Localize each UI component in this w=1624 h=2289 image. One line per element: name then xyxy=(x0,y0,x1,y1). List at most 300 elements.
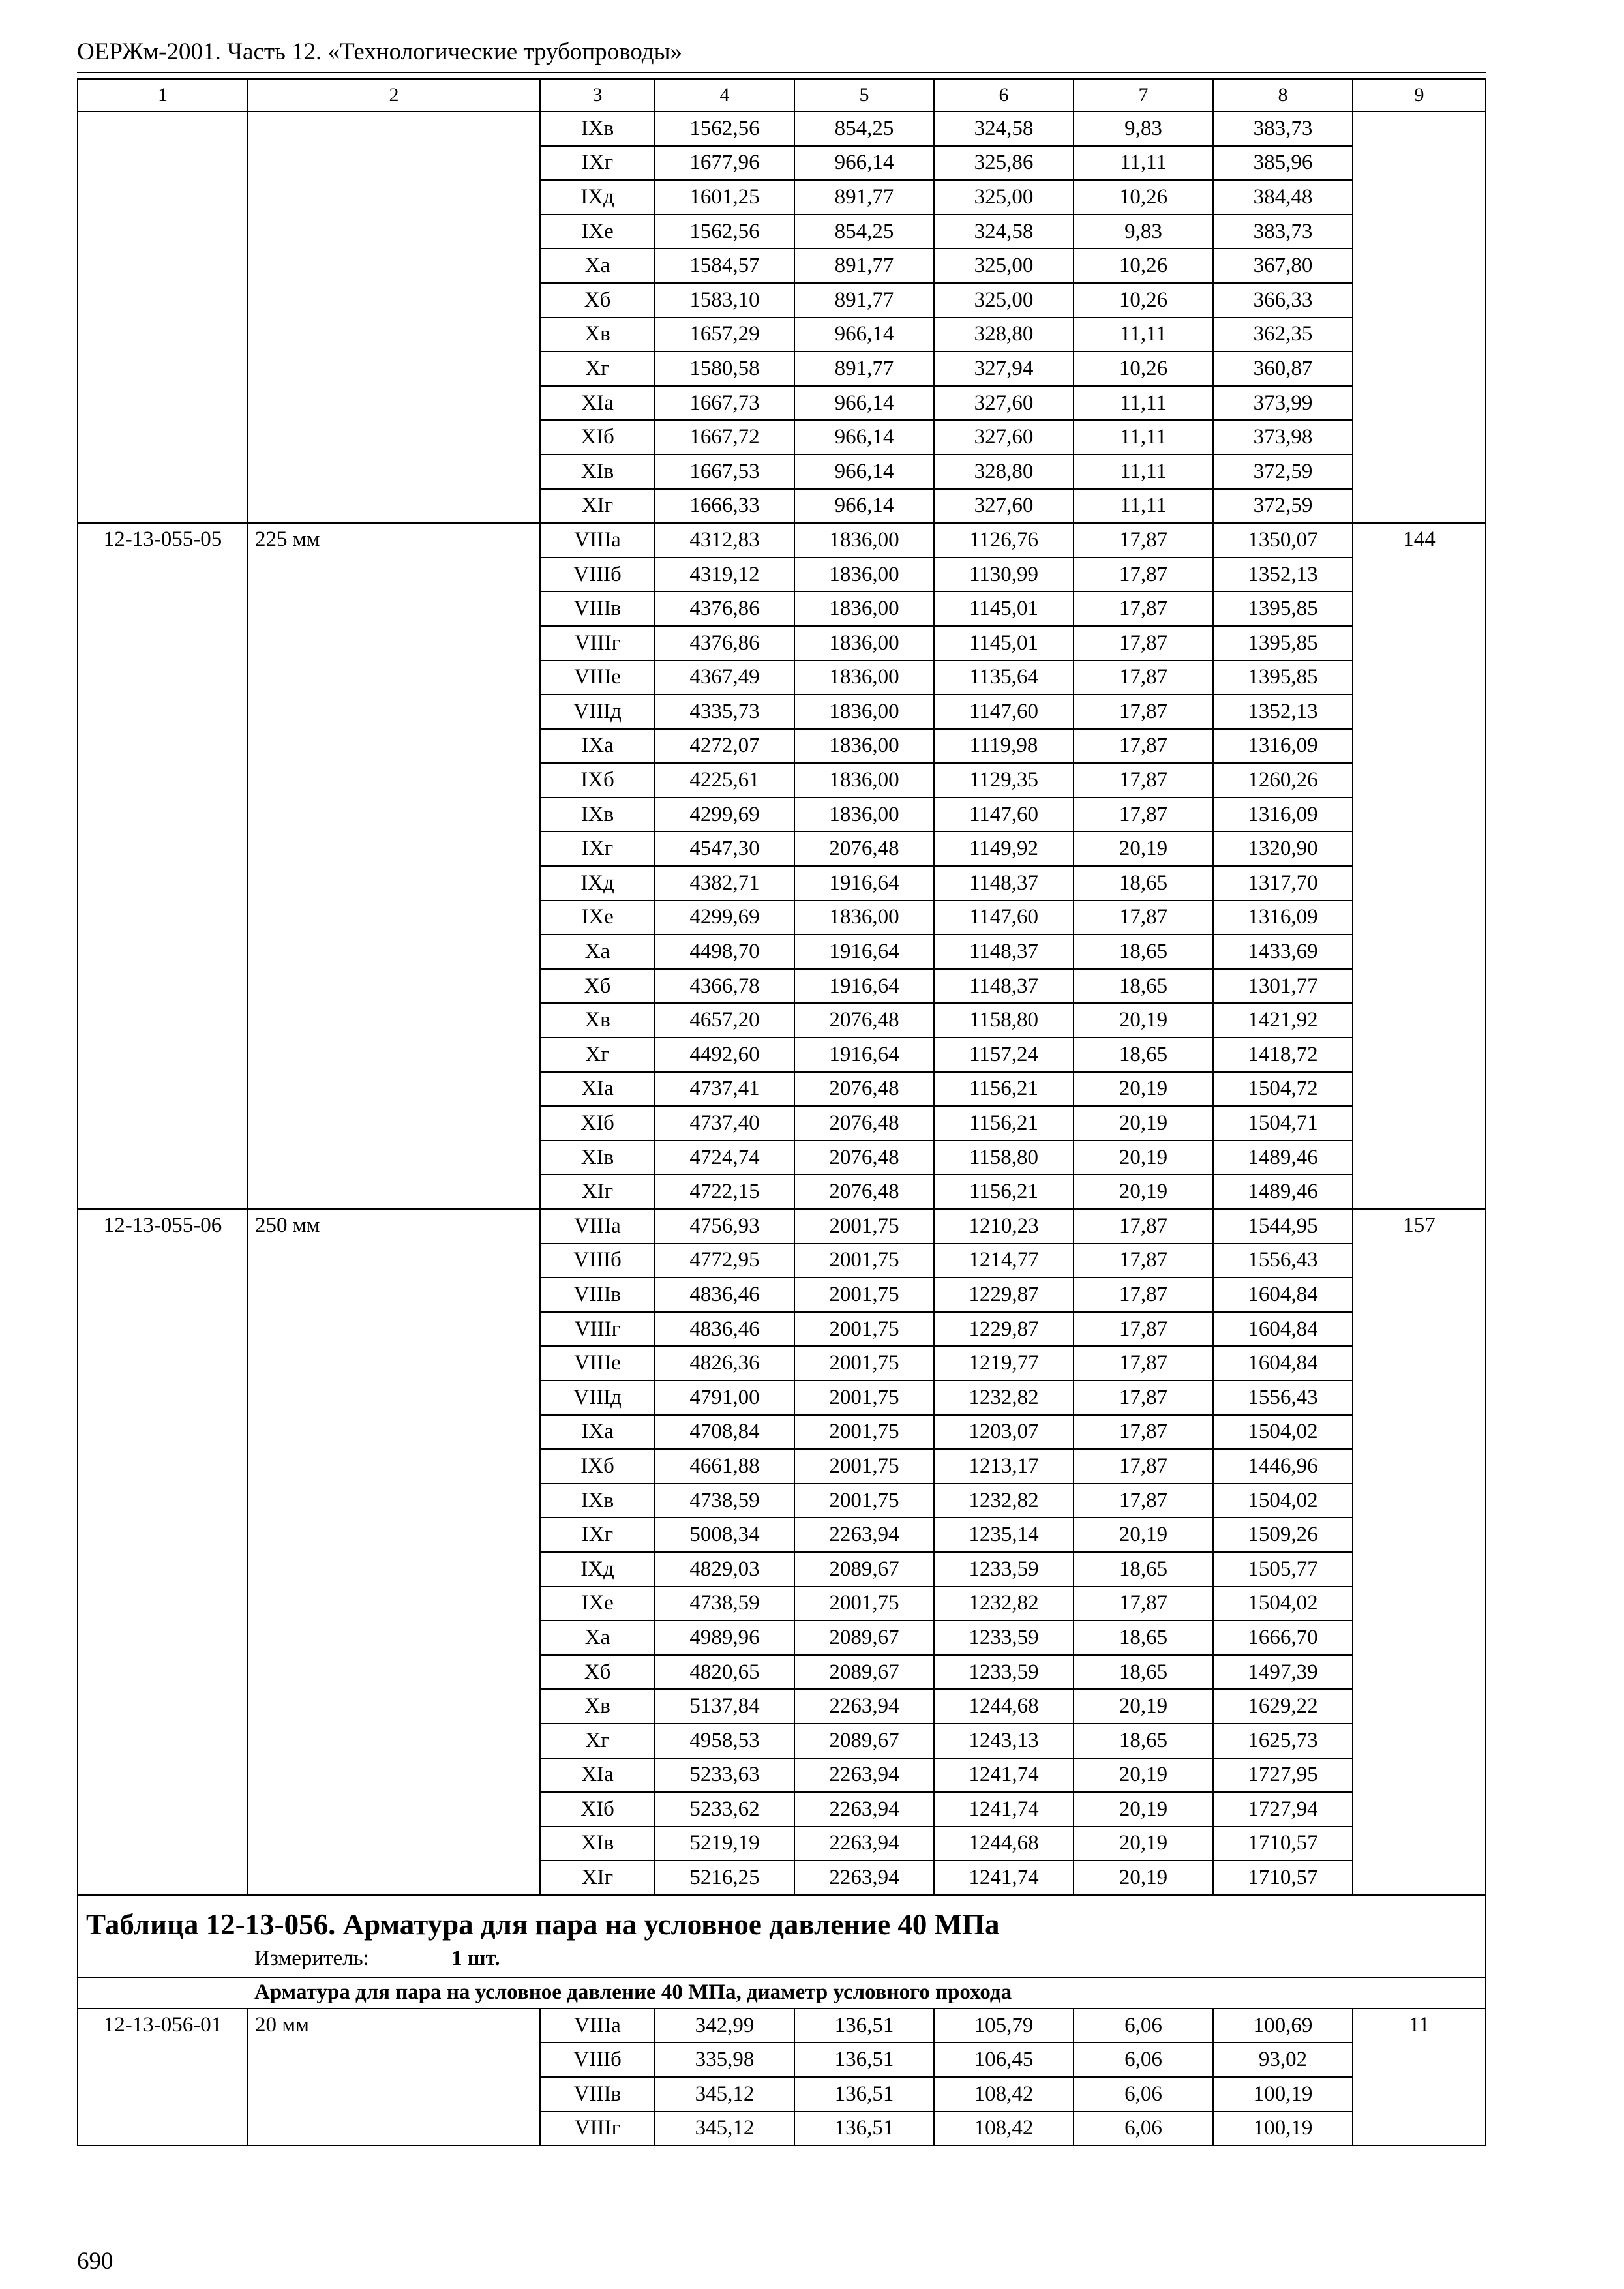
materials-cost-cell: 1604,84 xyxy=(1213,1312,1353,1347)
labor-cost-cell: 2001,75 xyxy=(794,1278,934,1312)
total-cost-cell: 1657,29 xyxy=(655,318,794,352)
materials-cost-cell: 1727,94 xyxy=(1213,1792,1353,1827)
resource-class-cell: XIб xyxy=(540,1106,655,1141)
machine-cost-cell: 1229,87 xyxy=(934,1312,1074,1347)
driver-wages-cell: 17,87 xyxy=(1074,1209,1213,1244)
machine-cost-cell: 1203,07 xyxy=(934,1415,1074,1450)
materials-cost-cell: 1505,77 xyxy=(1213,1552,1353,1587)
materials-cost-cell: 93,02 xyxy=(1213,2042,1353,2077)
total-cost-cell: 4836,46 xyxy=(655,1312,794,1347)
machine-cost-cell: 1157,24 xyxy=(934,1038,1074,1072)
column-9-cell xyxy=(1353,112,1486,523)
total-cost-cell: 1580,58 xyxy=(655,352,794,386)
total-cost-cell: 4376,86 xyxy=(655,591,794,626)
resource-class-cell: Xб xyxy=(540,969,655,1004)
materials-cost-cell: 1710,57 xyxy=(1213,1861,1353,1895)
column-9-cell: 157 xyxy=(1353,1209,1486,1895)
labor-cost-cell: 2001,75 xyxy=(794,1484,934,1518)
materials-cost-cell: 1316,09 xyxy=(1213,729,1353,764)
materials-cost-cell: 100,19 xyxy=(1213,2112,1353,2146)
page-number: 690 xyxy=(77,2248,113,2275)
item-code-cell xyxy=(78,112,248,523)
table-subheading: Арматура для пара на условное давление 40 МПа, диаметр условного прохода xyxy=(78,1977,1486,2009)
total-cost-cell: 4737,40 xyxy=(655,1106,794,1141)
resource-class-cell: IXб xyxy=(540,1449,655,1484)
machine-cost-cell: 325,00 xyxy=(934,248,1074,283)
machine-cost-cell: 1149,92 xyxy=(934,831,1074,866)
materials-cost-cell: 383,73 xyxy=(1213,112,1353,146)
materials-cost-cell: 1352,13 xyxy=(1213,558,1353,592)
resource-class-cell: Xа xyxy=(540,248,655,283)
labor-cost-cell: 2076,48 xyxy=(794,1072,934,1107)
resource-class-cell: IXд xyxy=(540,180,655,215)
total-cost-cell: 4738,59 xyxy=(655,1587,794,1621)
total-cost-cell: 4772,95 xyxy=(655,1244,794,1278)
driver-wages-cell: 17,87 xyxy=(1074,1587,1213,1621)
materials-cost-cell: 372,59 xyxy=(1213,489,1353,524)
labor-cost-cell: 966,14 xyxy=(794,146,934,181)
resource-class-cell: Xг xyxy=(540,352,655,386)
resource-class-cell: VIIIг xyxy=(540,626,655,661)
labor-cost-cell: 891,77 xyxy=(794,248,934,283)
resource-class-cell: VIIIб xyxy=(540,2042,655,2077)
driver-wages-cell: 9,83 xyxy=(1074,215,1213,249)
labor-cost-cell: 2263,94 xyxy=(794,1792,934,1827)
labor-cost-cell: 2263,94 xyxy=(794,1827,934,1861)
resource-class-cell: XIа xyxy=(540,1072,655,1107)
driver-wages-cell: 11,11 xyxy=(1074,489,1213,524)
materials-cost-cell: 360,87 xyxy=(1213,352,1353,386)
materials-cost-cell: 1504,71 xyxy=(1213,1106,1353,1141)
labor-cost-cell: 2089,67 xyxy=(794,1621,934,1655)
machine-cost-cell: 1241,74 xyxy=(934,1861,1074,1895)
labor-cost-cell: 1836,00 xyxy=(794,901,934,935)
driver-wages-cell: 17,87 xyxy=(1074,1278,1213,1312)
resource-class-cell: Xа xyxy=(540,1621,655,1655)
machine-cost-cell: 1119,98 xyxy=(934,729,1074,764)
column-number-cell: 4 xyxy=(655,79,794,112)
driver-wages-cell: 20,19 xyxy=(1074,1518,1213,1552)
machine-cost-cell: 108,42 xyxy=(934,2112,1074,2146)
total-cost-cell: 5219,19 xyxy=(655,1827,794,1861)
labor-cost-cell: 966,14 xyxy=(794,420,934,455)
materials-cost-cell: 1710,57 xyxy=(1213,1827,1353,1861)
column-number-cell: 1 xyxy=(78,79,248,112)
total-cost-cell: 1667,72 xyxy=(655,420,794,455)
resource-class-cell: XIб xyxy=(540,420,655,455)
machine-cost-cell: 327,60 xyxy=(934,420,1074,455)
materials-cost-cell: 366,33 xyxy=(1213,283,1353,318)
labor-cost-cell: 966,14 xyxy=(794,318,934,352)
machine-cost-cell: 1147,60 xyxy=(934,901,1074,935)
machine-cost-cell: 1235,14 xyxy=(934,1518,1074,1552)
materials-cost-cell: 373,99 xyxy=(1213,386,1353,421)
total-cost-cell: 335,98 xyxy=(655,2042,794,2077)
total-cost-cell: 4367,49 xyxy=(655,661,794,695)
labor-cost-cell: 2089,67 xyxy=(794,1552,934,1587)
materials-cost-cell: 1489,46 xyxy=(1213,1174,1353,1209)
machine-cost-cell: 1145,01 xyxy=(934,626,1074,661)
driver-wages-cell: 18,65 xyxy=(1074,969,1213,1004)
resource-class-cell: XIв xyxy=(540,455,655,489)
driver-wages-cell: 6,06 xyxy=(1074,2112,1213,2146)
labor-cost-cell: 2076,48 xyxy=(794,1106,934,1141)
item-diameter-cell: 20 мм xyxy=(248,2009,540,2146)
labor-cost-cell: 2089,67 xyxy=(794,1655,934,1690)
total-cost-cell: 1667,73 xyxy=(655,386,794,421)
total-cost-cell: 1667,53 xyxy=(655,455,794,489)
resource-class-cell: IXв xyxy=(540,112,655,146)
labor-cost-cell: 966,14 xyxy=(794,489,934,524)
driver-wages-cell: 17,87 xyxy=(1074,901,1213,935)
total-cost-cell: 4756,93 xyxy=(655,1209,794,1244)
total-cost-cell: 342,99 xyxy=(655,2009,794,2043)
total-cost-cell: 4738,59 xyxy=(655,1484,794,1518)
measure-line xyxy=(78,1940,1485,1977)
machine-cost-cell: 1241,74 xyxy=(934,1758,1074,1793)
total-cost-cell: 4312,83 xyxy=(655,523,794,558)
driver-wages-cell: 17,87 xyxy=(1074,1312,1213,1347)
total-cost-cell: 4661,88 xyxy=(655,1449,794,1484)
resource-class-cell: Xв xyxy=(540,1689,655,1724)
total-cost-cell: 4272,07 xyxy=(655,729,794,764)
driver-wages-cell: 20,19 xyxy=(1074,1174,1213,1209)
resource-class-cell: VIIIд xyxy=(540,1381,655,1415)
labor-cost-cell: 1916,64 xyxy=(794,1038,934,1072)
materials-cost-cell: 384,48 xyxy=(1213,180,1353,215)
resource-class-cell: VIIIе xyxy=(540,1346,655,1381)
column-number-row xyxy=(78,79,1486,112)
page-header-title: ОЕРЖм-2001. Часть 12. «Технологические трубопроводы» xyxy=(77,38,682,65)
materials-cost-cell: 1317,70 xyxy=(1213,866,1353,901)
labor-cost-cell: 2076,48 xyxy=(794,1141,934,1175)
machine-cost-cell: 1244,68 xyxy=(934,1827,1074,1861)
total-cost-cell: 4366,78 xyxy=(655,969,794,1004)
total-cost-cell: 4836,46 xyxy=(655,1278,794,1312)
driver-wages-cell: 17,87 xyxy=(1074,1449,1213,1484)
materials-cost-cell: 385,96 xyxy=(1213,146,1353,181)
total-cost-cell: 4319,12 xyxy=(655,558,794,592)
materials-cost-cell: 1727,95 xyxy=(1213,1758,1353,1793)
total-cost-cell: 1583,10 xyxy=(655,283,794,318)
total-cost-cell: 1562,56 xyxy=(655,112,794,146)
resource-class-cell: IXе xyxy=(540,215,655,249)
materials-cost-cell: 1504,02 xyxy=(1213,1484,1353,1518)
driver-wages-cell: 18,65 xyxy=(1074,1621,1213,1655)
machine-cost-cell: 1158,80 xyxy=(934,1003,1074,1038)
machine-cost-cell: 1232,82 xyxy=(934,1381,1074,1415)
labor-cost-cell: 2263,94 xyxy=(794,1861,934,1895)
item-code-cell: 12-13-056-01 xyxy=(78,2009,248,2146)
materials-cost-cell: 1395,85 xyxy=(1213,626,1353,661)
labor-cost-cell: 2076,48 xyxy=(794,1003,934,1038)
machine-cost-cell: 325,00 xyxy=(934,283,1074,318)
labor-cost-cell: 2001,75 xyxy=(794,1415,934,1450)
resource-class-cell: IXд xyxy=(540,866,655,901)
machine-cost-cell: 1214,77 xyxy=(934,1244,1074,1278)
resource-class-cell: XIг xyxy=(540,1174,655,1209)
materials-cost-cell: 1509,26 xyxy=(1213,1518,1353,1552)
machine-cost-cell: 1210,23 xyxy=(934,1209,1074,1244)
labor-cost-cell: 1836,00 xyxy=(794,695,934,729)
machine-cost-cell: 1232,82 xyxy=(934,1587,1074,1621)
labor-cost-cell: 891,77 xyxy=(794,352,934,386)
driver-wages-cell: 20,19 xyxy=(1074,1861,1213,1895)
measure-value: 1 шт. xyxy=(451,1946,500,1970)
total-cost-cell: 4724,74 xyxy=(655,1141,794,1175)
driver-wages-cell: 10,26 xyxy=(1074,180,1213,215)
machine-cost-cell: 1156,21 xyxy=(934,1174,1074,1209)
machine-cost-cell: 1156,21 xyxy=(934,1072,1074,1107)
machine-cost-cell: 327,94 xyxy=(934,352,1074,386)
resource-class-cell: IXг xyxy=(540,146,655,181)
driver-wages-cell: 10,26 xyxy=(1074,283,1213,318)
resource-class-cell: VIIIв xyxy=(540,591,655,626)
total-cost-cell: 4498,70 xyxy=(655,935,794,969)
labor-cost-cell: 2263,94 xyxy=(794,1518,934,1552)
machine-cost-cell: 1148,37 xyxy=(934,866,1074,901)
driver-wages-cell: 17,87 xyxy=(1074,558,1213,592)
materials-cost-cell: 1504,02 xyxy=(1213,1415,1353,1450)
column-number-cell: 7 xyxy=(1074,79,1213,112)
materials-cost-cell: 1666,70 xyxy=(1213,1621,1353,1655)
driver-wages-cell: 20,19 xyxy=(1074,1072,1213,1107)
driver-wages-cell: 17,87 xyxy=(1074,661,1213,695)
driver-wages-cell: 17,87 xyxy=(1074,695,1213,729)
driver-wages-cell: 20,19 xyxy=(1074,1827,1213,1861)
table-title: Таблица 12-13-056. Арматура для пара на условное давление 40 МПа xyxy=(86,1908,1000,1941)
machine-cost-cell: 1233,59 xyxy=(934,1552,1074,1587)
total-cost-cell: 5216,25 xyxy=(655,1861,794,1895)
labor-cost-cell: 2001,75 xyxy=(794,1381,934,1415)
resource-class-cell: IXа xyxy=(540,1415,655,1450)
driver-wages-cell: 17,87 xyxy=(1074,1484,1213,1518)
driver-wages-cell: 17,87 xyxy=(1074,1346,1213,1381)
machine-cost-cell: 328,80 xyxy=(934,455,1074,489)
total-cost-cell: 4547,30 xyxy=(655,831,794,866)
total-cost-cell: 4299,69 xyxy=(655,798,794,832)
resource-class-cell: VIIIв xyxy=(540,2077,655,2112)
resource-class-cell: Xв xyxy=(540,1003,655,1038)
machine-cost-cell: 1156,21 xyxy=(934,1106,1074,1141)
materials-cost-cell: 1421,92 xyxy=(1213,1003,1353,1038)
labor-cost-cell: 1916,64 xyxy=(794,969,934,1004)
labor-cost-cell: 2001,75 xyxy=(794,1244,934,1278)
item-code-cell: 12-13-055-05 xyxy=(78,523,248,1209)
resource-class-cell: VIIIе xyxy=(540,661,655,695)
driver-wages-cell: 11,11 xyxy=(1074,318,1213,352)
labor-cost-cell: 854,25 xyxy=(794,112,934,146)
driver-wages-cell: 10,26 xyxy=(1074,248,1213,283)
labor-cost-cell: 891,77 xyxy=(794,180,934,215)
table-row xyxy=(78,112,1486,146)
total-cost-cell: 1601,25 xyxy=(655,180,794,215)
resource-class-cell: Xб xyxy=(540,283,655,318)
machine-cost-cell: 1213,17 xyxy=(934,1449,1074,1484)
resource-class-cell: VIIIд xyxy=(540,695,655,729)
labor-cost-cell: 1836,00 xyxy=(794,661,934,695)
machine-cost-cell: 1129,35 xyxy=(934,763,1074,798)
materials-cost-cell: 362,35 xyxy=(1213,318,1353,352)
materials-cost-cell: 1395,85 xyxy=(1213,661,1353,695)
driver-wages-cell: 6,06 xyxy=(1074,2009,1213,2043)
machine-cost-cell: 327,60 xyxy=(934,386,1074,421)
total-cost-cell: 1562,56 xyxy=(655,215,794,249)
machine-cost-cell: 1147,60 xyxy=(934,695,1074,729)
machine-cost-cell: 1130,99 xyxy=(934,558,1074,592)
labor-cost-cell: 2001,75 xyxy=(794,1587,934,1621)
resource-class-cell: IXг xyxy=(540,831,655,866)
total-cost-cell: 4708,84 xyxy=(655,1415,794,1450)
total-cost-cell: 1677,96 xyxy=(655,146,794,181)
materials-cost-cell: 100,69 xyxy=(1213,2009,1353,2043)
materials-cost-cell: 1504,72 xyxy=(1213,1072,1353,1107)
resource-class-cell: Xб xyxy=(540,1655,655,1690)
driver-wages-cell: 11,11 xyxy=(1074,455,1213,489)
total-cost-cell: 5008,34 xyxy=(655,1518,794,1552)
labor-cost-cell: 2076,48 xyxy=(794,831,934,866)
total-cost-cell: 4737,41 xyxy=(655,1072,794,1107)
driver-wages-cell: 20,19 xyxy=(1074,1792,1213,1827)
table-subheading-row xyxy=(78,1977,1486,2009)
driver-wages-cell: 20,19 xyxy=(1074,831,1213,866)
machine-cost-cell: 1232,82 xyxy=(934,1484,1074,1518)
driver-wages-cell: 17,87 xyxy=(1074,1381,1213,1415)
total-cost-cell: 5233,62 xyxy=(655,1792,794,1827)
driver-wages-cell: 6,06 xyxy=(1074,2042,1213,2077)
driver-wages-cell: 18,65 xyxy=(1074,1552,1213,1587)
driver-wages-cell: 18,65 xyxy=(1074,1655,1213,1690)
machine-cost-cell: 324,58 xyxy=(934,215,1074,249)
labor-cost-cell: 1836,00 xyxy=(794,626,934,661)
item-diameter-cell: 250 мм xyxy=(248,1209,540,1895)
labor-cost-cell: 2001,75 xyxy=(794,1209,934,1244)
labor-cost-cell: 966,14 xyxy=(794,386,934,421)
resource-class-cell: VIIIг xyxy=(540,1312,655,1347)
column-number-cell: 2 xyxy=(248,79,540,112)
resource-class-cell: XIб xyxy=(540,1792,655,1827)
resource-class-cell: XIа xyxy=(540,386,655,421)
resource-class-cell: IXв xyxy=(540,1484,655,1518)
column-number-cell: 5 xyxy=(794,79,934,112)
total-cost-cell: 4826,36 xyxy=(655,1346,794,1381)
total-cost-cell: 4791,00 xyxy=(655,1381,794,1415)
materials-cost-cell: 1433,69 xyxy=(1213,935,1353,969)
labor-cost-cell: 136,51 xyxy=(794,2112,934,2146)
labor-cost-cell: 2001,75 xyxy=(794,1449,934,1484)
materials-cost-cell: 1497,39 xyxy=(1213,1655,1353,1690)
materials-cost-cell: 1418,72 xyxy=(1213,1038,1353,1072)
labor-cost-cell: 1916,64 xyxy=(794,866,934,901)
total-cost-cell: 4657,20 xyxy=(655,1003,794,1038)
item-diameter-cell xyxy=(248,112,540,523)
resource-class-cell: VIIIа xyxy=(540,1209,655,1244)
materials-cost-cell: 373,98 xyxy=(1213,420,1353,455)
machine-cost-cell: 1148,37 xyxy=(934,935,1074,969)
materials-cost-cell: 1604,84 xyxy=(1213,1278,1353,1312)
machine-cost-cell: 1158,80 xyxy=(934,1141,1074,1175)
table-row xyxy=(78,2009,1486,2043)
driver-wages-cell: 20,19 xyxy=(1074,1141,1213,1175)
driver-wages-cell: 17,87 xyxy=(1074,1415,1213,1450)
total-cost-cell: 5233,63 xyxy=(655,1758,794,1793)
materials-cost-cell: 1504,02 xyxy=(1213,1587,1353,1621)
total-cost-cell: 4299,69 xyxy=(655,901,794,935)
materials-cost-cell: 1489,46 xyxy=(1213,1141,1353,1175)
resource-class-cell: VIIIб xyxy=(540,1244,655,1278)
driver-wages-cell: 11,11 xyxy=(1074,146,1213,181)
labor-cost-cell: 1836,00 xyxy=(794,763,934,798)
total-cost-cell: 4820,65 xyxy=(655,1655,794,1690)
driver-wages-cell: 20,19 xyxy=(1074,1758,1213,1793)
resource-class-cell: XIа xyxy=(540,1758,655,1793)
labor-cost-cell: 1836,00 xyxy=(794,591,934,626)
labor-cost-cell: 854,25 xyxy=(794,215,934,249)
driver-wages-cell: 11,11 xyxy=(1074,386,1213,421)
machine-cost-cell: 1243,13 xyxy=(934,1724,1074,1758)
machine-cost-cell: 1244,68 xyxy=(934,1689,1074,1724)
materials-cost-cell: 1446,96 xyxy=(1213,1449,1353,1484)
rates-table-body xyxy=(78,79,1486,2146)
machine-cost-cell: 106,45 xyxy=(934,2042,1074,2077)
driver-wages-cell: 17,87 xyxy=(1074,523,1213,558)
resource-class-cell: VIIIа xyxy=(540,523,655,558)
resource-class-cell: VIIIб xyxy=(540,558,655,592)
column-number-cell: 9 xyxy=(1353,79,1486,112)
labor-cost-cell: 966,14 xyxy=(794,455,934,489)
resource-class-cell: VIIIг xyxy=(540,2112,655,2146)
labor-cost-cell: 891,77 xyxy=(794,283,934,318)
resource-class-cell: IXг xyxy=(540,1518,655,1552)
resource-class-cell: Xг xyxy=(540,1724,655,1758)
resource-class-cell: IXе xyxy=(540,1587,655,1621)
measure-label: Измеритель: xyxy=(254,1946,369,1970)
resource-class-cell: IXд xyxy=(540,1552,655,1587)
column-9-cell: 144 xyxy=(1353,523,1486,1209)
materials-cost-cell: 100,19 xyxy=(1213,2077,1353,2112)
machine-cost-cell: 325,86 xyxy=(934,146,1074,181)
resource-class-cell: XIв xyxy=(540,1141,655,1175)
materials-cost-cell: 1260,26 xyxy=(1213,763,1353,798)
materials-cost-cell: 383,73 xyxy=(1213,215,1353,249)
materials-cost-cell: 372,59 xyxy=(1213,455,1353,489)
driver-wages-cell: 17,87 xyxy=(1074,763,1213,798)
driver-wages-cell: 20,19 xyxy=(1074,1689,1213,1724)
total-cost-cell: 1584,57 xyxy=(655,248,794,283)
driver-wages-cell: 9,83 xyxy=(1074,112,1213,146)
machine-cost-cell: 1148,37 xyxy=(934,969,1074,1004)
driver-wages-cell: 18,65 xyxy=(1074,935,1213,969)
machine-cost-cell: 328,80 xyxy=(934,318,1074,352)
driver-wages-cell: 6,06 xyxy=(1074,2077,1213,2112)
materials-cost-cell: 1629,22 xyxy=(1213,1689,1353,1724)
materials-cost-cell: 1544,95 xyxy=(1213,1209,1353,1244)
total-cost-cell: 4335,73 xyxy=(655,695,794,729)
total-cost-cell: 1666,33 xyxy=(655,489,794,524)
driver-wages-cell: 17,87 xyxy=(1074,1244,1213,1278)
total-cost-cell: 4722,15 xyxy=(655,1174,794,1209)
labor-cost-cell: 136,51 xyxy=(794,2042,934,2077)
driver-wages-cell: 20,19 xyxy=(1074,1003,1213,1038)
labor-cost-cell: 1836,00 xyxy=(794,729,934,764)
driver-wages-cell: 17,87 xyxy=(1074,591,1213,626)
driver-wages-cell: 20,19 xyxy=(1074,1106,1213,1141)
total-cost-cell: 4492,60 xyxy=(655,1038,794,1072)
labor-cost-cell: 1836,00 xyxy=(794,558,934,592)
driver-wages-cell: 18,65 xyxy=(1074,1038,1213,1072)
total-cost-cell: 4376,86 xyxy=(655,626,794,661)
total-cost-cell: 345,12 xyxy=(655,2077,794,2112)
